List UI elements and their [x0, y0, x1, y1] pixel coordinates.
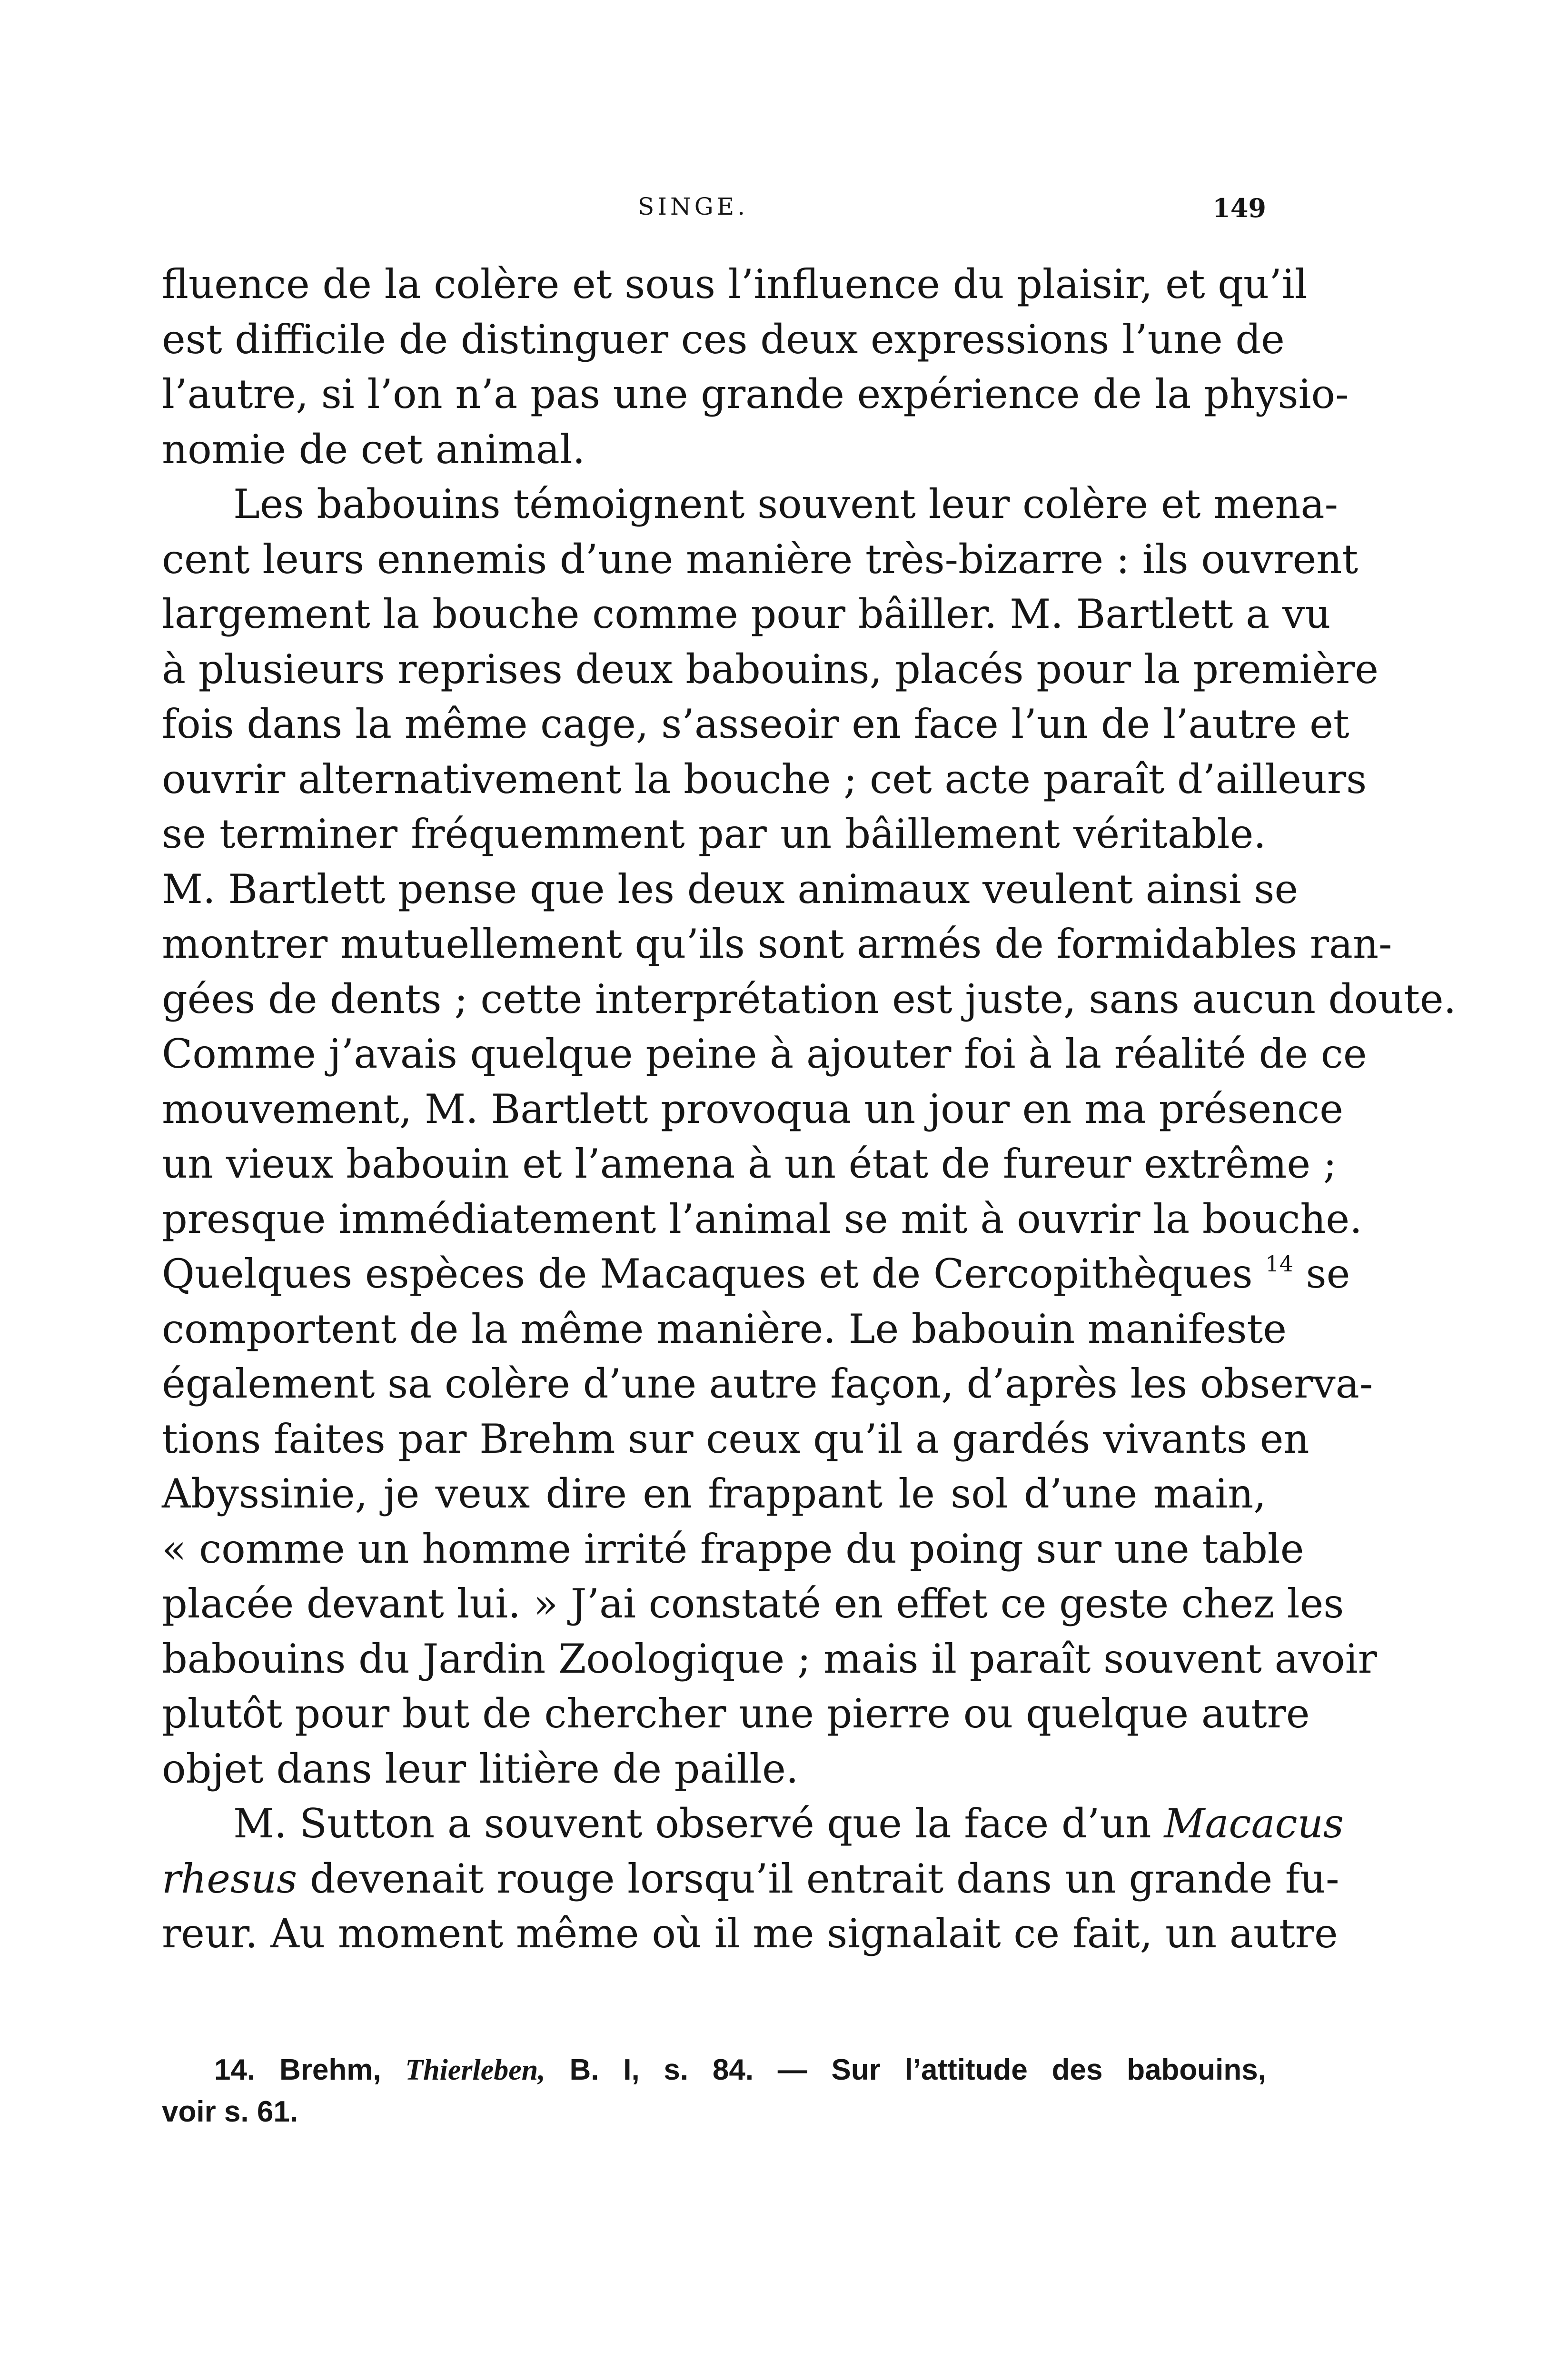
text-segment: M. Sutton a souvent observé que la face d’un	[233, 1800, 1151, 1847]
text-line: Comme j’avais quelque peine à ajouter foi à la réalité de ce	[162, 1031, 1367, 1077]
running-title: SINGE.	[638, 193, 749, 220]
text-line: gées de dents ; cette interprétation est juste, sans aucun doute.	[162, 975, 1457, 1022]
page-number: 149	[1212, 193, 1266, 223]
text-line: reur. Au moment même où il me signalait ce fait, un autre	[162, 1910, 1338, 1957]
text-line: cent leurs ennemis d’une manière très-bizarre : ils ouvrent	[162, 536, 1359, 583]
text-line: placée devant lui. » J’ai constaté en effet ce geste chez les	[162, 1580, 1344, 1627]
italic-term: Macacus	[1164, 1800, 1344, 1847]
text-line: montrer mutuellement qu’ils sont armés de formidables ran-	[162, 921, 1392, 967]
text-line: tions faites par Brehm sur ceux qu’il a gardés vivants en	[162, 1415, 1309, 1462]
text-line: à plusieurs reprises deux babouins, placés pour la première	[162, 645, 1378, 693]
text-line	[162, 1247, 1350, 1302]
text-line: largement la bouche comme pour bâiller. M. Bartlett a vu	[162, 591, 1331, 637]
footnote-line: voir s. 61.	[162, 2095, 298, 2128]
body-text	[162, 257, 1457, 1962]
italic-term: rhesus	[162, 1855, 298, 1902]
text-line: Les babouins témoignent souvent leur colère et mena-	[233, 481, 1338, 527]
footnote-author: Brehm,	[279, 2053, 381, 2086]
footnote	[162, 2049, 1266, 2133]
text-line: fluence de la colère et sous l’influence du plaisir, et qu’il	[162, 261, 1308, 307]
text-line: nomie de cet animal.	[162, 426, 585, 473]
footnote-number: 14.	[214, 2053, 256, 2086]
text-line: objet dans leur litière de paille.	[162, 1745, 799, 1792]
text-line: « comme un homme irrité frappe du poing sur une table	[162, 1525, 1304, 1572]
footnote-text: B. I, s. 84. — Sur l’attitude des babouins,	[569, 2053, 1266, 2086]
page-header	[162, 193, 1266, 226]
text-line: l’autre, si l’on n’a pas une grande expérience de la physio-	[162, 371, 1349, 417]
text-line	[162, 1796, 1344, 1852]
footnote-line	[162, 2049, 1266, 2091]
footnote-work-title: Thierleben,	[405, 2054, 545, 2086]
text-line: également sa colère d’une autre façon, d’après les observa-	[162, 1360, 1373, 1407]
text-line: est difficile de distinguer ces deux expressions l’une de	[162, 316, 1285, 363]
text-segment: Quelques espèces de Macaques et de Cercopithèques	[162, 1250, 1253, 1297]
text-line: plutôt pour but de chercher une pierre ou quelque autre	[162, 1690, 1310, 1737]
text-line: comportent de la même manière. Le babouin manifeste	[162, 1305, 1287, 1352]
text-line: babouins du Jardin Zoologique ; mais il paraît souvent avoir	[162, 1635, 1377, 1682]
text-line: fois dans la même cage, s’asseoir en face l’un de l’autre et	[162, 701, 1349, 747]
text-line: ouvrir alternativement la bouche ; cet acte paraît d’ailleurs	[162, 755, 1367, 803]
text-line: M. Bartlett pense que les deux animaux veulent ainsi se	[162, 865, 1299, 912]
text-segment: devenait rouge lorsqu’il entrait dans un grande fu-	[309, 1855, 1339, 1902]
text-line	[162, 1852, 1339, 1907]
text-line: Abyssinie, je veux dire en frappant le sol d’une main,	[162, 1470, 1266, 1517]
footnote-reference: 14	[1265, 1251, 1293, 1277]
text-line: un vieux babouin et l’amena à un état de fureur extrême ;	[162, 1140, 1337, 1187]
text-line: se terminer fréquemment par un bâillement véritable.	[162, 811, 1266, 857]
text-line: mouvement, M. Bartlett provoqua un jour en ma présence	[162, 1085, 1343, 1132]
text-line: presque immédiatement l’animal se mit à ouvrir la bouche.	[162, 1195, 1362, 1242]
text-segment: se	[1306, 1250, 1350, 1297]
